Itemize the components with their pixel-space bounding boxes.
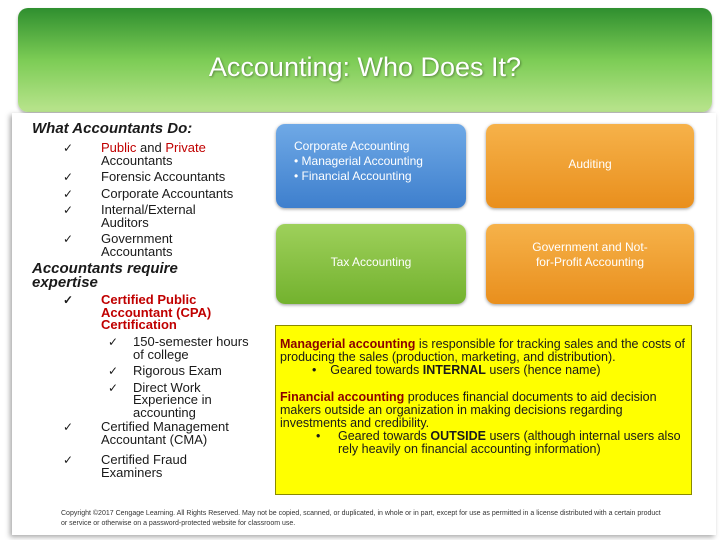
- corporate-accounting-box: [276, 124, 466, 208]
- checkmark-icon: ✓: [63, 141, 74, 155]
- bullet-icon: •: [312, 363, 317, 377]
- list-item-text: Rigorous Exam: [133, 363, 222, 378]
- accountant-types-list: [63, 142, 268, 262]
- checkmark-icon: ✓: [63, 453, 74, 467]
- list-item-text: Certified Fraud Examiners: [101, 452, 187, 480]
- internal-emphasis: INTERNAL: [422, 363, 486, 377]
- title-banner: [18, 8, 712, 112]
- checkmark-icon: ✓: [63, 203, 74, 217]
- heading-expertise: Accountants require expertise: [32, 260, 178, 291]
- list-item: [108, 379, 233, 420]
- bullet-text: users (hence name): [485, 363, 601, 377]
- checkmark-icon: ✓: [108, 380, 119, 395]
- government-accounting-box: [486, 224, 694, 304]
- certifications-list-cont: [63, 421, 263, 483]
- checkmark-icon: ✓: [63, 170, 74, 184]
- corporate-accounting-title: Corporate Accounting: [294, 139, 410, 153]
- managerial-paragraph: [280, 338, 687, 364]
- copyright-footer: Copyright ©2017 Cengage Learning. All Rights Reserved. May not be copied, scanned, or duplicated, in whole or in part, except for use as permitted in a license distributed with a certain product or service or otherwise on a password-protected website for classroom use.: [61, 510, 661, 527]
- financial-term: Financial accounting: [280, 390, 405, 404]
- list-item-text: Corporate Accountants: [101, 185, 234, 201]
- managerial-description: is responsible for tracking sales and the costs of producing the sales (production, marketing, and distribution).: [280, 337, 686, 364]
- accountants-text: Accountants: [101, 152, 173, 168]
- list-item: [108, 365, 253, 378]
- list-item-text: Internal/External Auditors: [101, 202, 196, 230]
- list-item: [63, 185, 268, 201]
- list-item: [63, 294, 239, 332]
- list-item-text: Forensic Accountants: [101, 169, 226, 184]
- list-item: [63, 454, 231, 479]
- auditing-box: [486, 124, 694, 208]
- certifications-list: [63, 294, 273, 336]
- managerial-accounting-bullet: • Managerial Accounting: [294, 154, 423, 168]
- financial-accounting-bullet: • Financial Accounting: [294, 169, 412, 183]
- list-item-text: Certified Public Accountant (CPA) Certification: [101, 292, 212, 332]
- and-text: and: [136, 140, 166, 155]
- auditing-label: Auditing: [568, 157, 612, 171]
- financial-bullet: [280, 430, 687, 456]
- bullet-text: Geared towards: [330, 363, 423, 377]
- tax-accounting-box: [276, 224, 466, 304]
- list-item: [63, 233, 219, 258]
- public-text: Public: [101, 140, 137, 155]
- financial-paragraph: [280, 391, 687, 430]
- list-item-text: 150-semester hours of college: [133, 334, 249, 362]
- checkmark-icon: ✓: [63, 232, 74, 246]
- list-item: [63, 142, 268, 167]
- checkmark-icon: ✓: [63, 186, 74, 201]
- list-item: [108, 336, 253, 361]
- list-item-text: Certified Management Accountant (CMA): [101, 419, 229, 447]
- list-item: [63, 204, 219, 229]
- private-text: Private: [165, 140, 206, 155]
- list-item: [63, 171, 268, 184]
- financial-description: produces financial documents to aid decision makers outside an organization in making decisions regarding investments and credibility.: [280, 390, 657, 430]
- tax-accounting-label: Tax Accounting: [330, 255, 412, 269]
- managerial-term: Managerial accounting: [280, 337, 416, 351]
- checkmark-icon: ✓: [63, 293, 74, 307]
- government-accounting-label: Government and Not-for-Profit Accounting: [532, 240, 648, 269]
- checkmark-icon: ✓: [63, 420, 74, 434]
- list-item: [63, 421, 261, 446]
- bullet-text: Geared towards: [338, 429, 431, 443]
- checkmark-icon: ✓: [108, 364, 119, 378]
- list-item-text: Direct Work Experience in accounting: [133, 379, 212, 420]
- slide-title: Accounting: Who Does It?: [208, 52, 522, 82]
- bullet-text: users (although internal users also rely heavily on financial accounting information): [338, 429, 681, 456]
- managerial-bullet: [280, 364, 687, 377]
- checkmark-icon: ✓: [108, 335, 119, 349]
- heading-what-accountants-do: What Accountants Do:: [32, 120, 193, 137]
- bullet-icon: •: [316, 429, 321, 443]
- outside-emphasis: OUTSIDE: [430, 429, 486, 443]
- explanation-box: [275, 325, 692, 495]
- cpa-requirements-list: [108, 336, 253, 423]
- list-item-text: Government Accountants: [101, 231, 173, 259]
